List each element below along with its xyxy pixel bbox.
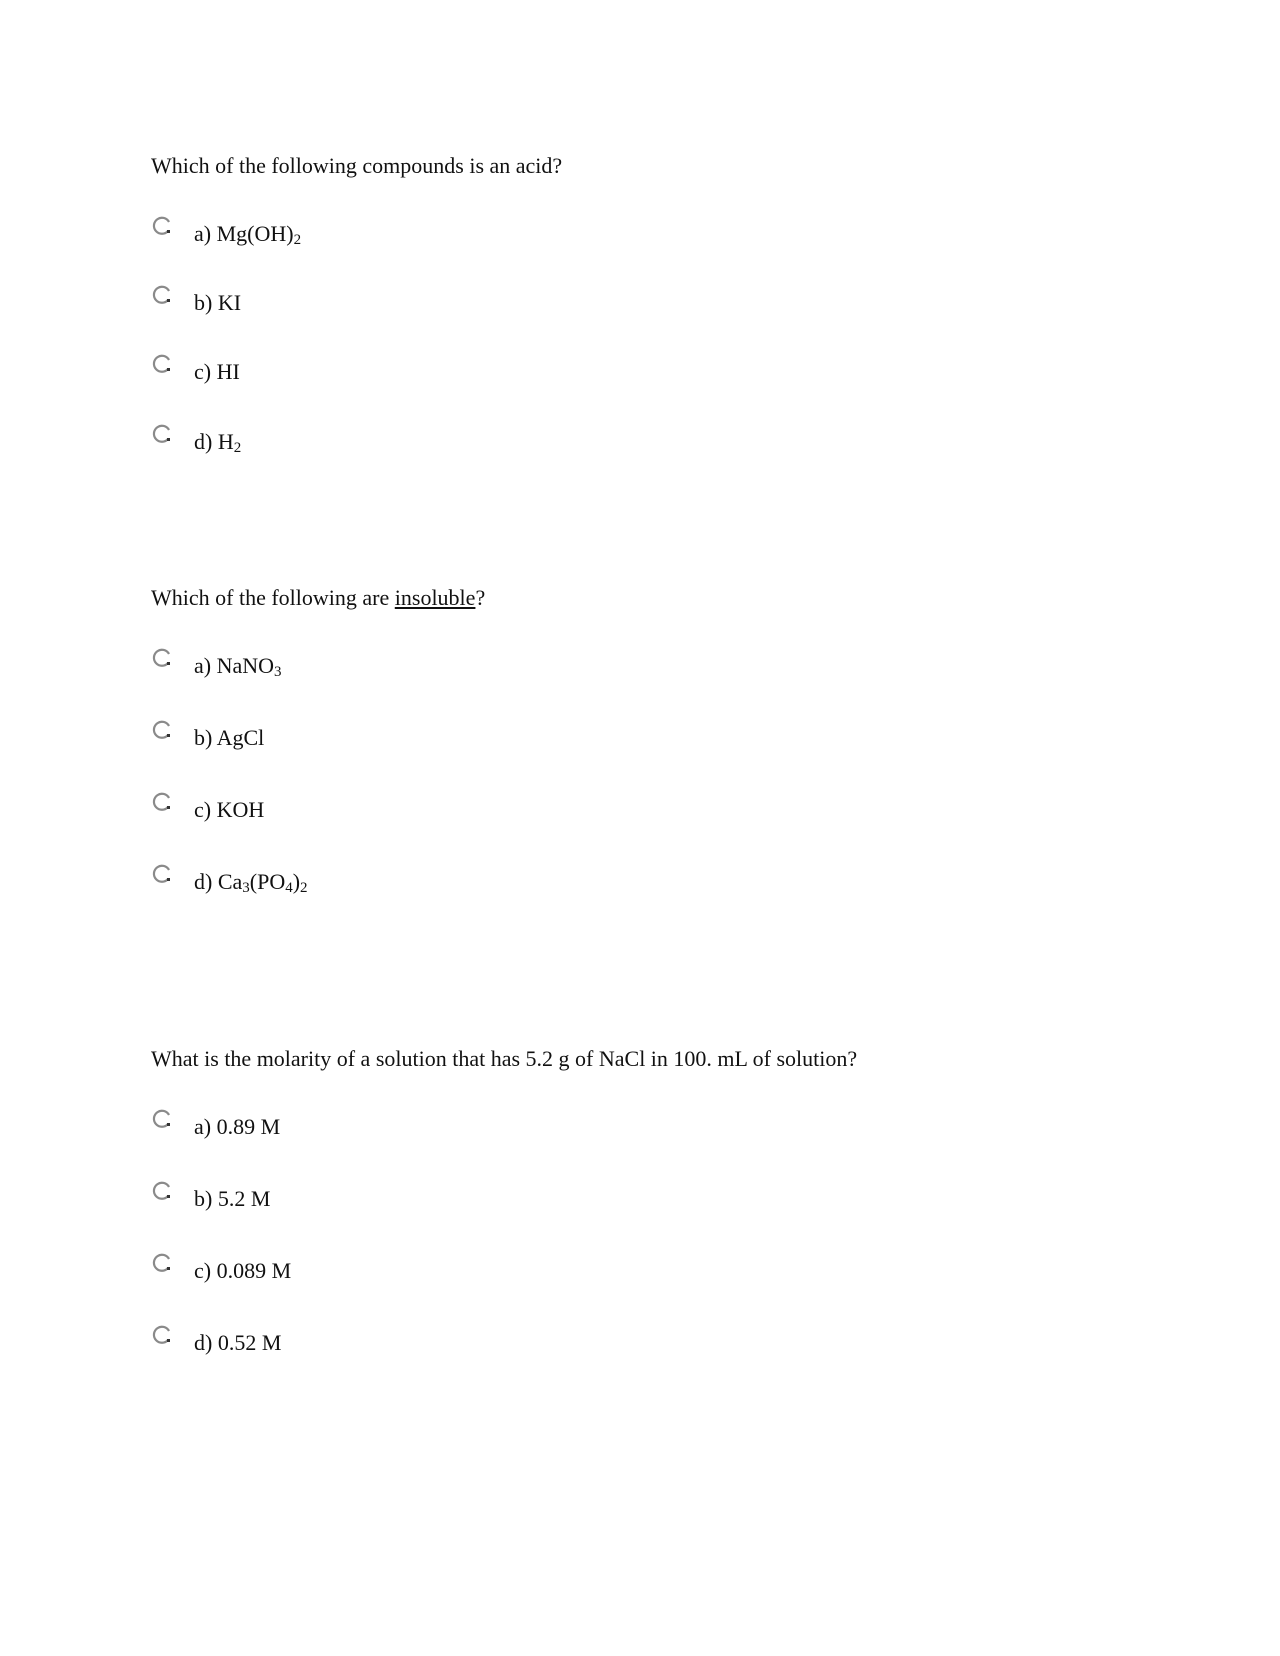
option-label: d) 0.52 M: [194, 1330, 282, 1355]
radio-button-icon[interactable]: [151, 1252, 173, 1274]
question-1-text: [151, 153, 562, 179]
radio-button-icon[interactable]: [151, 215, 173, 237]
option-q1-b[interactable]: [151, 284, 751, 316]
option-q3-b[interactable]: [151, 1180, 751, 1212]
radio-button-icon[interactable]: [151, 353, 173, 375]
radio-button-icon[interactable]: [151, 1180, 173, 1202]
option-q1-a[interactable]: [151, 215, 751, 247]
option-label: c) 0.089 M: [194, 1258, 292, 1283]
option-q2-a[interactable]: [151, 647, 751, 679]
radio-button-icon[interactable]: [151, 423, 173, 445]
radio-button-icon[interactable]: [151, 647, 173, 669]
question-text-emphasis: insoluble: [394, 585, 476, 610]
option-q3-c[interactable]: [151, 1252, 751, 1284]
question-text-part: ?: [475, 585, 486, 610]
option-label: d) $H_2$: [194, 429, 242, 456]
option-label: a) $Mg(OH)_2$: [194, 221, 302, 248]
option-label: b) 5.2 M: [194, 1186, 271, 1211]
option-label: c) HI: [194, 359, 240, 384]
question-3-text: [151, 1046, 857, 1072]
option-label: b) KI: [194, 290, 242, 315]
question-text: What is the molarity of a solution that has 5.2 g of NaCl in 100. mL of solution?: [151, 1046, 858, 1071]
option-q1-d[interactable]: [151, 423, 751, 455]
option-label: c) KOH: [194, 797, 265, 822]
radio-button-icon[interactable]: [151, 284, 173, 306]
question-2-text: [151, 585, 485, 611]
option-q2-d[interactable]: [151, 863, 751, 895]
option-label: a) NaNO$_3$: [194, 653, 282, 680]
option-q2-c[interactable]: [151, 791, 751, 823]
option-label: b) AgCl: [194, 725, 265, 750]
question-text: Which of the following compounds is an acid?: [151, 153, 563, 178]
option-q3-a[interactable]: [151, 1108, 751, 1140]
radio-button-icon[interactable]: [151, 863, 173, 885]
option-q1-c[interactable]: [151, 353, 751, 385]
radio-button-icon[interactable]: [151, 791, 173, 813]
option-label: d) $Ca_3(PO_4)_2$: [194, 869, 308, 896]
option-q3-d[interactable]: [151, 1324, 751, 1356]
radio-button-icon[interactable]: [151, 1324, 173, 1346]
option-q2-b[interactable]: [151, 719, 751, 751]
question-text-part: Which of the following are: [151, 585, 395, 610]
option-label: a) 0.89 M: [194, 1114, 281, 1139]
radio-button-icon[interactable]: [151, 719, 173, 741]
radio-button-icon[interactable]: [151, 1108, 173, 1130]
